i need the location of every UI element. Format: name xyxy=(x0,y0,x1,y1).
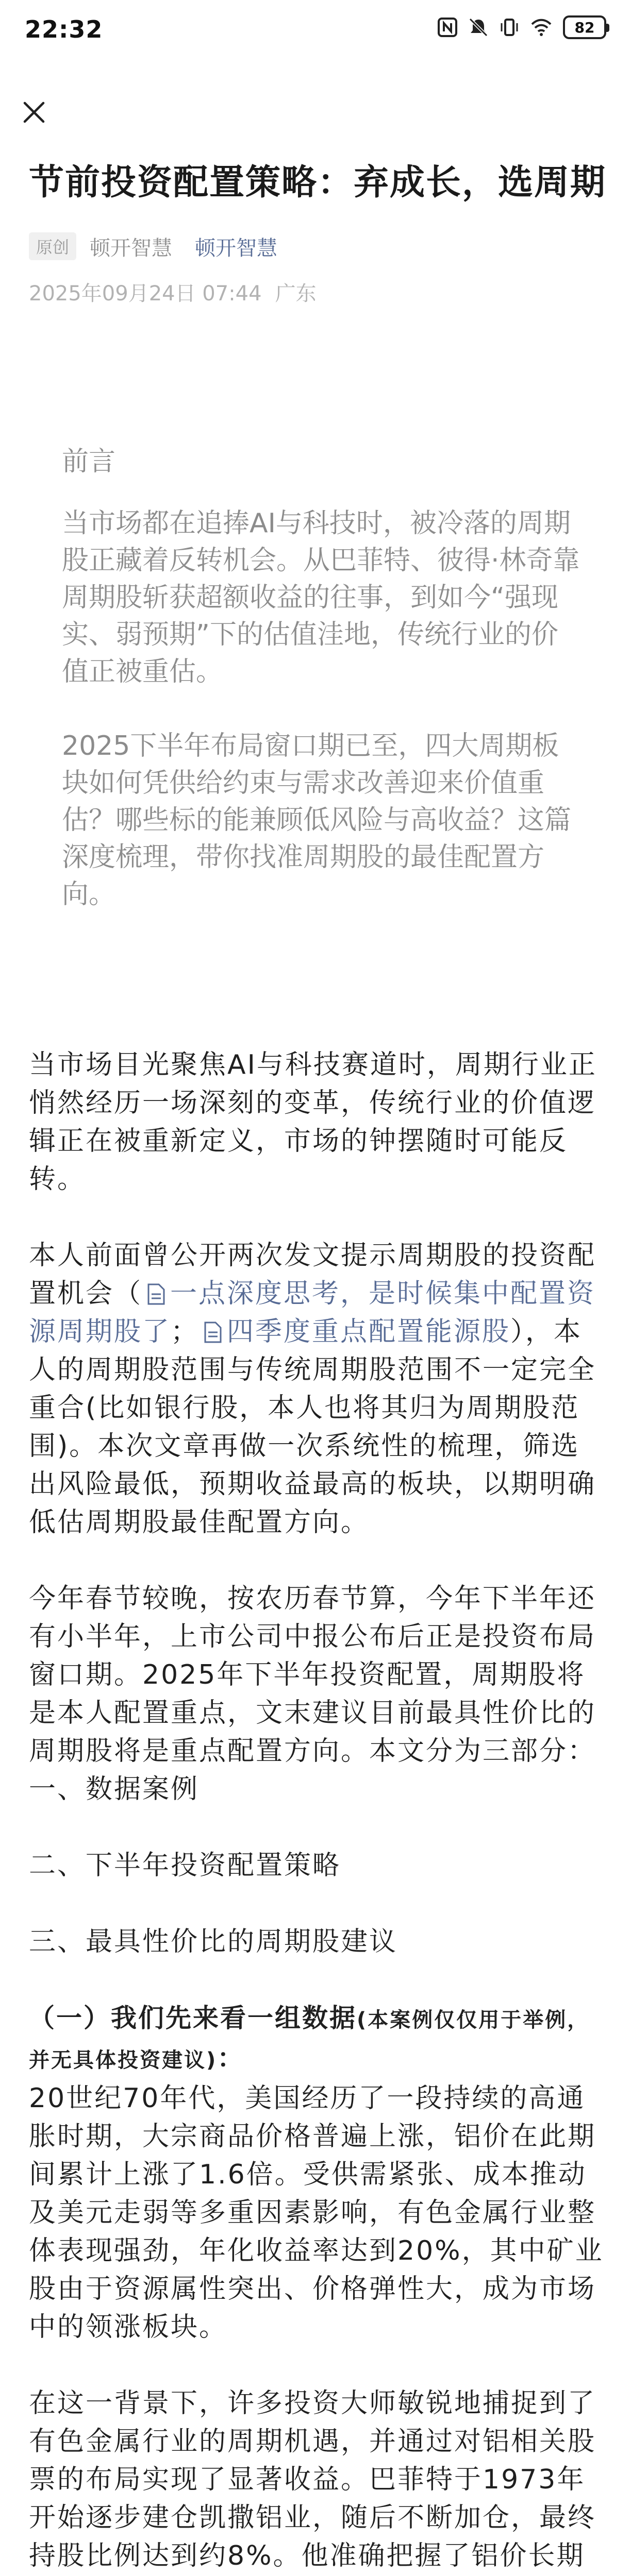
wifi-icon xyxy=(530,17,553,38)
article-title: 节前投资配置策略：弃成长，选周期 xyxy=(29,162,607,203)
preface-paragraph: 2025下半年布局窗口期已至，四大周期板块如何凭供给约束与需求改善迎来价值重估？哪些标的能兼顾低风险与高收益？这篇深度梳理，带你找准周期股的最佳配置方向。 xyxy=(62,731,572,910)
list-item: 一、数据案例 xyxy=(29,1774,200,1805)
body-paragraph: 在这一背景下，许多投资大师敏锐地捕捉到了有色金属行业的周期机遇，并通过对铝相关股票的布局实现了显著收益。巴菲特于1973年开始逐步建仓凯撒铝业，随后不断加仓，最终持股比例达到约8%。他准确把握了铝价长期 xyxy=(29,2388,596,2571)
body-paragraph: 20世纪70年代，美国经历了一段持续的高通胀时期，大宗商品价格普遍上涨，铝价在此期间累计上涨了1.6倍。受供需紧张、成本推动及美元走弱等多重因素影响，有色金属行业整体表现强劲，年化收益率达到20%，其中矿业股由于资源属性突出、价格弹性大，成为市场中的领涨板块。 xyxy=(29,2083,604,2343)
section-heading xyxy=(29,1999,606,2079)
vibrate-icon xyxy=(499,17,520,38)
original-badge: 原创 xyxy=(29,232,76,260)
status-time: 22:32 xyxy=(25,15,103,43)
nfc-icon xyxy=(437,17,458,38)
author-name: 顿开智慧 xyxy=(90,236,173,260)
body-paragraph: 今年春节较晚，按农历春节算，今年下半年还有小半年，上市公司中报公布后正是投资布局窗口期。2025年下半年投资配置，周期股将是本人配置重点，文末建议目前最具性价比的周期股将是重点配置方向。本文分为三部分： xyxy=(29,1583,596,1767)
battery-icon: 82 xyxy=(563,15,606,39)
status-bar xyxy=(0,0,631,47)
section-note: (本案例仅仅用于举例，并无具体投资建议) xyxy=(29,2008,590,2072)
article-link[interactable]: 一点深度思考，是时候集中配置资源周期股了 xyxy=(29,1278,596,1347)
preface xyxy=(62,443,583,950)
body-paragraph xyxy=(29,1236,606,1541)
body-text: 本人前面曾公开两次发文提示周期股的投资配置机会（ xyxy=(29,1240,596,1309)
list-item: 三、最具性价比的周期股建议 xyxy=(29,1926,398,1957)
date-row xyxy=(29,277,606,308)
preface-paragraph: 当市场都在追捧AI与科技时，被冷落的周期股正藏着反转机会。从巴菲特、彼得·林奇靠周期股斩获超额收益的往事，到如今“强现实、弱预期”下的估值洼地，传统行业的价值正被重估。 xyxy=(62,508,580,687)
body-paragraph: 当市场目光聚焦AI与科技赛道时，周期行业正悄然经历一场深刻的变革，传统行业的价值逻辑正在被重新定义，市场的钟摆随时可能反转。 xyxy=(29,1049,597,1195)
list-item: 二、下半年投资配置策略 xyxy=(29,1850,341,1881)
section-title: （一）我们先来看一组数据 xyxy=(29,2003,357,2033)
publish-location: 广东 xyxy=(275,282,317,306)
body-text: ； xyxy=(171,1316,200,1347)
nav-bar xyxy=(0,88,631,134)
status-icons xyxy=(437,15,606,39)
document-icon xyxy=(146,1283,166,1306)
close-icon[interactable] xyxy=(19,97,49,128)
meta-row xyxy=(29,231,606,262)
publish-date: 2025年09月24日 07:44 xyxy=(29,282,262,306)
mute-icon xyxy=(468,17,489,38)
article-link[interactable]: 四季度重点配置能源股 xyxy=(227,1316,511,1347)
preface-heading: 前言 xyxy=(62,446,116,477)
section-colon: ： xyxy=(217,2043,245,2073)
body-text: ），本人的周期股范围与传统周期股范围不一定完全重合(比如银行股，本人也将其归为周期股范围)。本次文章再做一次系统性的梳理，筛选出风险最低，预期收益最高的板块，以期明确低估周期股最佳配置方向。 xyxy=(29,1316,596,1538)
document-icon xyxy=(203,1321,223,1344)
article-body xyxy=(29,1046,606,2576)
article-header xyxy=(29,155,606,308)
account-link[interactable]: 顿开智慧 xyxy=(195,236,278,260)
